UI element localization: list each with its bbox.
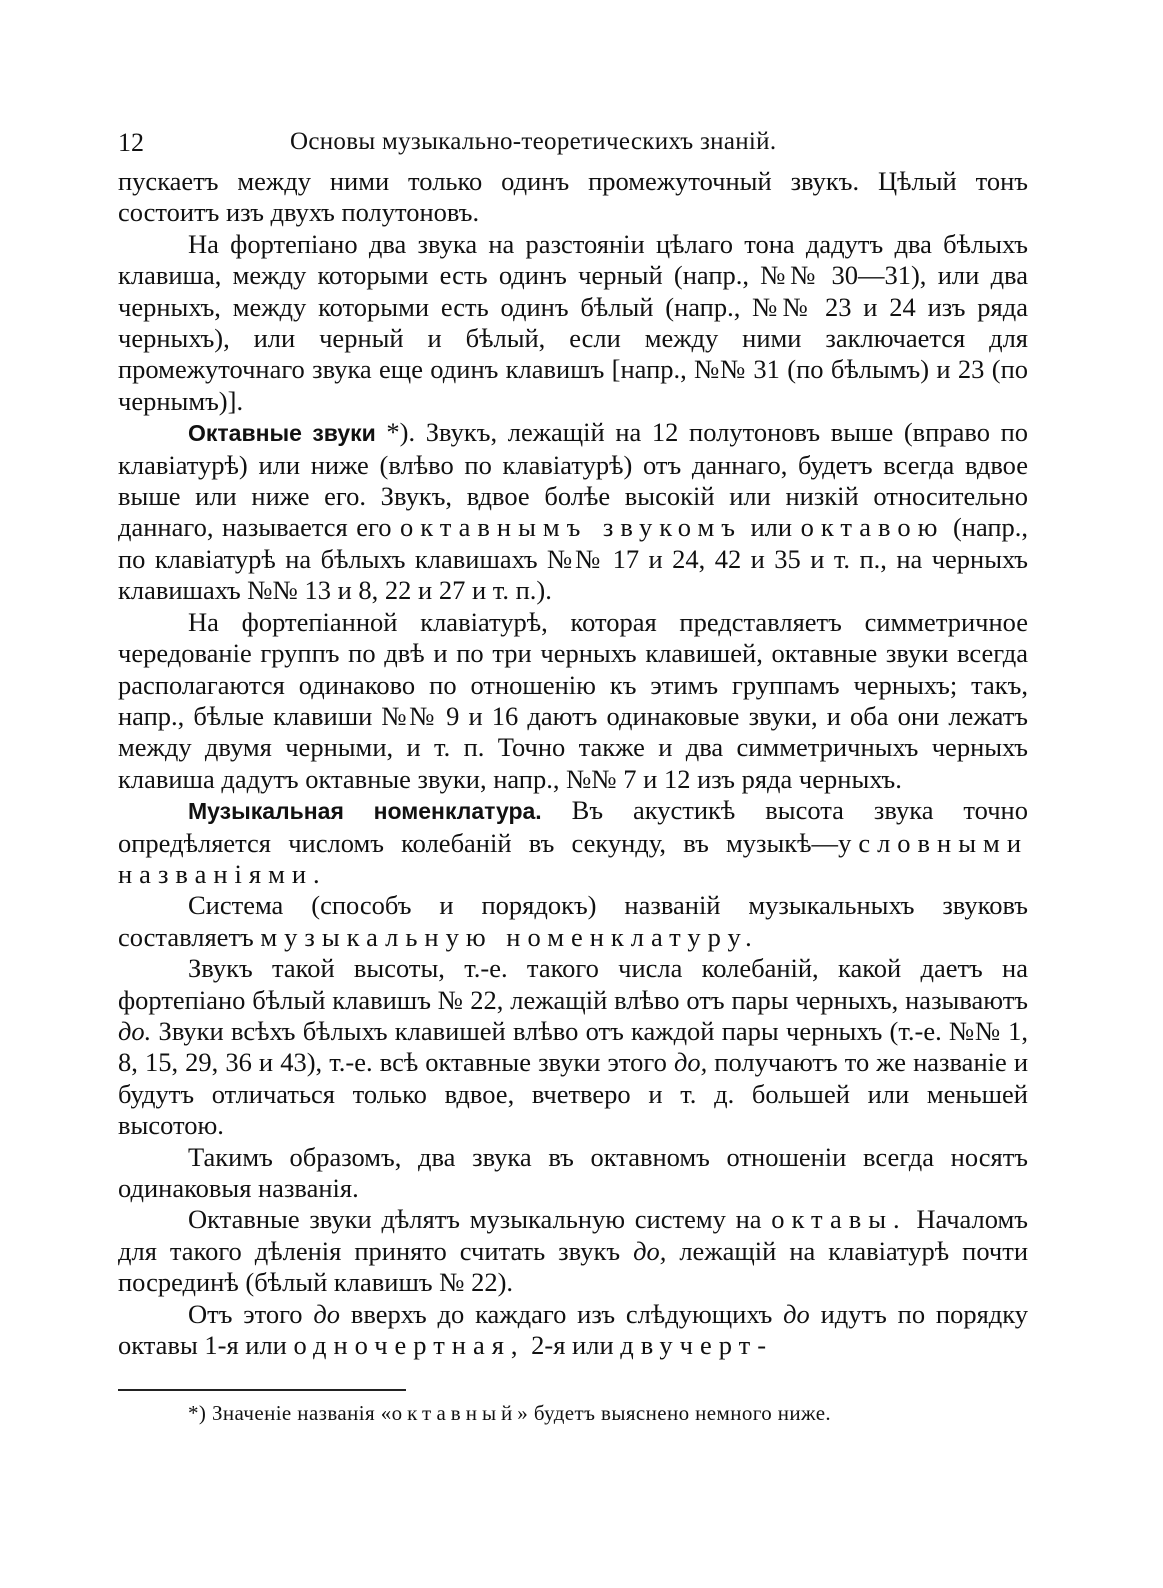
text-segment: Звукъ такой высоты, т.-е. такого числа колебаній, какой даетъ на фортепіано бѣлый клавишъ № 22, лежащій влѣво отъ пары черныхъ, называютъ: [118, 953, 1028, 1015]
footnote: [118, 1399, 1028, 1427]
spaced-term: октавнымъ звукомъ: [399, 512, 742, 543]
page-number: 12: [118, 128, 144, 157]
page-header: [118, 120, 1028, 160]
spaced-term: музыкальную номенклатуру.: [260, 921, 759, 952]
paragraph-6: [118, 890, 1028, 953]
paragraph-nomenclature: [118, 795, 1028, 890]
italic-note-name: до: [783, 1298, 810, 1329]
text-segment: получаютъ то же названіе и будутъ отличаться только вдвое, вчетверо и т. д. большей или меньшей высотою.: [118, 1047, 1029, 1141]
spaced-term: октавный: [391, 1401, 518, 1426]
italic-note-name: до.: [118, 1015, 152, 1046]
paragraph-10: [118, 1299, 1028, 1362]
footnote-divider: [118, 1389, 406, 1391]
italic-note-name: до,: [633, 1235, 667, 1266]
spaced-term: октавы.: [771, 1204, 907, 1235]
footnote-text: » будетъ выяснено немного ниже.: [517, 1401, 832, 1426]
running-title: Основы музыкально-теоретическихъ знаній.: [290, 128, 777, 155]
italic-note-name: до,: [673, 1047, 708, 1078]
paragraph-2: На фортепіано два звука на разстояніи цѣлаго тона дадутъ два бѣлыхъ клавиша, между которыми есть одинъ черный (напр., №№ 30—31), или два черныхъ, между которыми есть одинъ бѣлый (напр., №№ 23 и 24 изъ ряда черныхъ), или черный и бѣлый, если между ними заключается для промежуточнаго звука еще одинъ клавишъ [напр., №№ 31 (по бѣлымъ) и 23 (по чернымъ)].: [118, 228, 1028, 416]
italic-note-name: до: [313, 1298, 341, 1329]
spaced-term: одночертная,: [293, 1330, 525, 1361]
run-in-heading-octave-sounds: Октавные звуки: [188, 420, 376, 447]
text-segment: (напр., по клавіатурѣ на бѣлыхъ клавишахъ №№ 17 и 24, 42 и 35 и т. п., на черныхъ клавишахъ №№ 13 и 8, 22 и 27 и т. п.).: [118, 512, 1029, 606]
text-segment: Началомъ для такого дѣленія принято считать звукъ: [118, 1204, 1028, 1266]
text-segment: Октавные звуки дѣлятъ музыкальную систему на: [188, 1204, 762, 1235]
footnote-marker: *).: [386, 417, 416, 448]
text-segment: Звуки всѣхъ бѣлыхъ клавишей влѣво отъ каждой пары черныхъ (т.-е. №№ 1, 8, 15, 29, 36 и 43), т.-е. всѣ октавные звуки этого: [118, 1015, 1028, 1078]
body-text: [118, 166, 1028, 1361]
paragraph-7: [118, 953, 1028, 1141]
paragraph-8: Такимъ образомъ, два звука въ октавномъ отношеніи всегда носятъ одинаковыя названія.: [118, 1141, 1028, 1203]
book-page: [118, 120, 1028, 1427]
text-segment: идутъ по порядку октавы 1-я или: [118, 1298, 1029, 1361]
text-segment: лежащій на клавіатурѣ почти посрединѣ (бѣлый клавишъ № 22).: [118, 1235, 1028, 1298]
paragraph-1: пускаетъ между ними только одинъ промежуточный звукъ. Цѣлый тонъ состоитъ изъ двухъ полутоновъ.: [118, 166, 1028, 228]
paragraph-4: На фортепіанной клавіатурѣ, которая представляетъ симметричное чередованіе группъ по двѣ и по три черныхъ клавишей, октавные звуки всегда располагаются одинаково по отношенію къ этимъ группамъ черныхъ; такъ, напр., бѣлые клавиши №№ 9 и 16 даютъ одинаковые звуки, и оба они лежатъ между двумя черными, и т. п. Точно также и два симметричныхъ черныхъ клавиша дадутъ октавные звуки, напр., №№ 7 и 12 изъ ряда черныхъ.: [118, 606, 1028, 794]
paragraph-octave-sounds: [118, 417, 1028, 606]
text-segment: вверхъ до каждаго изъ слѣдующихъ: [350, 1298, 773, 1329]
text-segment: или: [750, 512, 793, 543]
spaced-term: октавою: [800, 512, 945, 543]
text-segment: Звукъ, лежащій на 12 полутоновъ выше (вправо по клавіатурѣ) или ниже (влѣво по клавіатурѣ) отъ даннаго, будетъ всегда вдвое выше или ниже его. Звукъ, вдвое болѣе высокій или низкій относительно даннаго, называется его: [118, 417, 1029, 543]
text-segment: 2-я или: [531, 1330, 614, 1361]
spaced-term: условными названіями.: [118, 827, 1028, 889]
footnote-text: *) Значеніе названія «: [188, 1401, 392, 1426]
spaced-term: двучерт-: [620, 1330, 774, 1361]
text-segment: Система (способъ и порядокъ) названій музыкальныхъ звуковъ составляетъ: [118, 890, 1028, 952]
paragraph-9: [118, 1204, 1028, 1298]
run-in-heading-nomenclature: Музыкальная номенклатура.: [188, 798, 542, 825]
text-segment: Отъ этого: [188, 1298, 303, 1329]
text-segment: Въ акустикѣ высота звука точно опредѣляется числомъ колебаній въ секунду, въ музыкѣ—: [118, 795, 1028, 858]
